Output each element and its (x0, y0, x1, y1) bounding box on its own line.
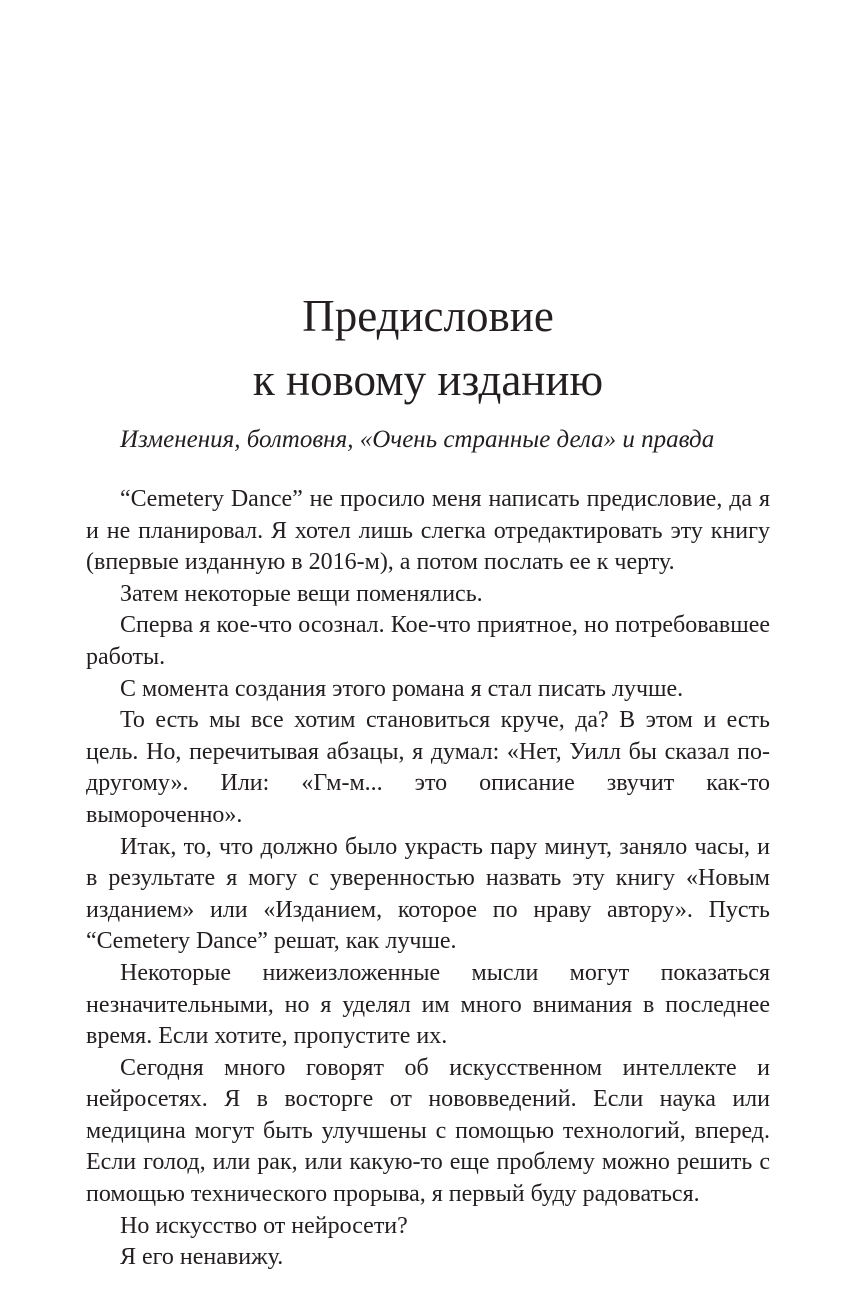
paragraph: “Cemetery Dance” не просило меня написать предисловие, да я и не планировал. Я хотел лишь слегка отредактировать эту книгу (впервые изданную в 2016-м), а потом послать ее к черту. (86, 486, 770, 576)
paragraph: Сегодня много говорят об искусственном интеллекте и нейросетях. Я в восторге от нововведений. Если наука или медицина могут быть улучшены с помощью технологий, вперед. Если голод, или рак, или какую-то еще проблему можно решить с помощью технического прорыва, я первый буду радоваться. (86, 1054, 770, 1208)
paragraph: Сперва я кое-что осознал. Кое-что приятное, но потребовавшее работы. (86, 612, 770, 670)
paragraph: Но искусство от нейросети? (120, 1212, 408, 1239)
paragraph: Некоторые нижеизложенные мысли могут показаться незначительными, но я уделял им много внимания в последнее время. Если хотите, пропустите их. (86, 959, 770, 1050)
paragraph: С момента создания этого романа я стал писать лучше. (120, 675, 684, 702)
chapter-title-line-2: к новому изданию (252, 355, 604, 405)
body-text (86, 484, 770, 1274)
paragraph: Затем некоторые вещи поменялись. (120, 580, 483, 607)
paragraph: То есть мы все хотим становиться круче, да? В этом и есть цель. Но, перечитывая абзацы, я думал: «Нет, Уилл бы сказал по-другому». Или: «Гм-м... это описание звучит как-то вымороченно». (86, 707, 770, 828)
chapter-subtitle: Изменения, болтовня, «Очень странные дела» и правда (120, 426, 715, 453)
paragraph: Я его ненавижу. (120, 1244, 284, 1271)
paragraph: Итак, то, что должно было украсть пару минут, заняло часы, и в результате я могу с уверенностью назвать эту книгу «Новым изданием» или «Изданием, которое по нраву автору». Пусть “Cemetery Dance” решат, как лучше. (86, 833, 770, 955)
chapter-title-line-1: Предисловие (302, 291, 554, 341)
